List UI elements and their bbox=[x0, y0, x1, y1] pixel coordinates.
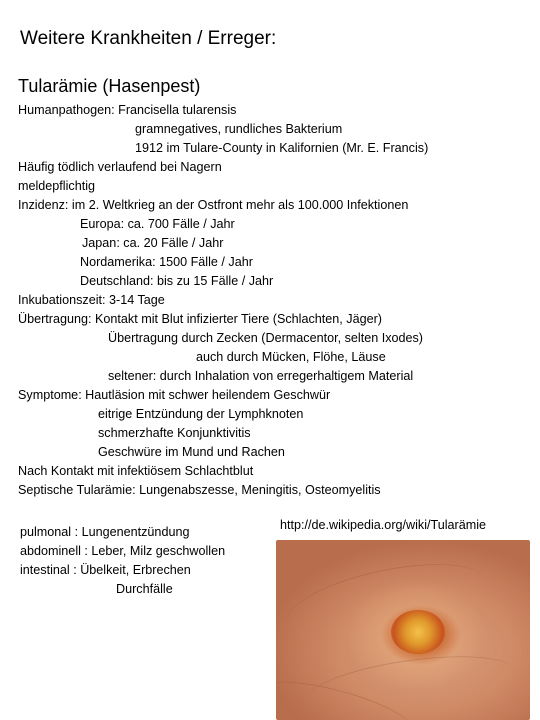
text-line: Geschwüre im Mund und Rachen bbox=[98, 445, 285, 459]
text-line: Nach Kontakt mit infektiösem Schlachtblut bbox=[18, 464, 254, 478]
ulcer-lesion bbox=[391, 610, 445, 654]
text-line: Nordamerika: 1500 Fälle / Jahr bbox=[80, 255, 253, 269]
skin-lesion-photo bbox=[276, 540, 530, 720]
text-line: Häufig tödlich verlaufend bei Nagern bbox=[18, 160, 222, 174]
form-abdominell: abdominell : Leber, Milz geschwollen bbox=[20, 544, 226, 558]
form-pulmonal: pulmonal : Lungenentzündung bbox=[20, 525, 190, 539]
source-url: http://de.wikipedia.org/wiki/Tularämie bbox=[280, 518, 487, 532]
text-line: Übertragung durch Zecken (Dermacentor, selten Ixodes) bbox=[108, 331, 423, 345]
text-line: meldepflichtig bbox=[18, 179, 96, 193]
form-intestinal: intestinal : Übelkeit, Erbrechen bbox=[20, 563, 191, 577]
text-line: Übertragung: Kontakt mit Blut infizierter Tiere (Schlachten, Jäger) bbox=[18, 312, 382, 326]
text-line: Inzidenz: im 2. Weltkrieg an der Ostfront mehr als 100.000 Infektionen bbox=[18, 198, 409, 212]
text-line: Humanpathogen: Francisella tularensis bbox=[18, 103, 237, 117]
section-title: Weitere Krankheiten / Erreger: bbox=[20, 28, 277, 49]
text-line: Symptome: Hautläsion mit schwer heilendem Geschwür bbox=[18, 388, 331, 402]
text-line: schmerzhafte Konjunktivitis bbox=[98, 426, 251, 440]
disease-title: Tularämie (Hasenpest) bbox=[18, 76, 201, 96]
text-line: Inkubationszeit: 3-14 Tage bbox=[18, 293, 165, 307]
text-line: Europa: ca. 700 Fälle / Jahr bbox=[80, 217, 235, 231]
text-line: Septische Tularämie: Lungenabszesse, Meningitis, Osteomyelitis bbox=[18, 483, 381, 497]
text-line: 1912 im Tulare-County in Kalifornien (Mr. E. Francis) bbox=[135, 141, 429, 155]
text-line: Japan: ca. 20 Fälle / Jahr bbox=[82, 236, 224, 250]
skin-fold bbox=[282, 550, 490, 651]
text-line: auch durch Mücken, Flöhe, Läuse bbox=[196, 350, 386, 364]
text-line: eitrige Entzündung der Lymphknoten bbox=[98, 407, 304, 421]
text-line: seltener: durch Inhalation von erregerhaltigem Material bbox=[108, 369, 414, 383]
text-line: Deutschland: bis zu 15 Fälle / Jahr bbox=[80, 274, 274, 288]
text-line: gramnegatives, rundliches Bakterium bbox=[135, 122, 343, 136]
form-intestinal-continued: Durchfälle bbox=[116, 582, 173, 596]
